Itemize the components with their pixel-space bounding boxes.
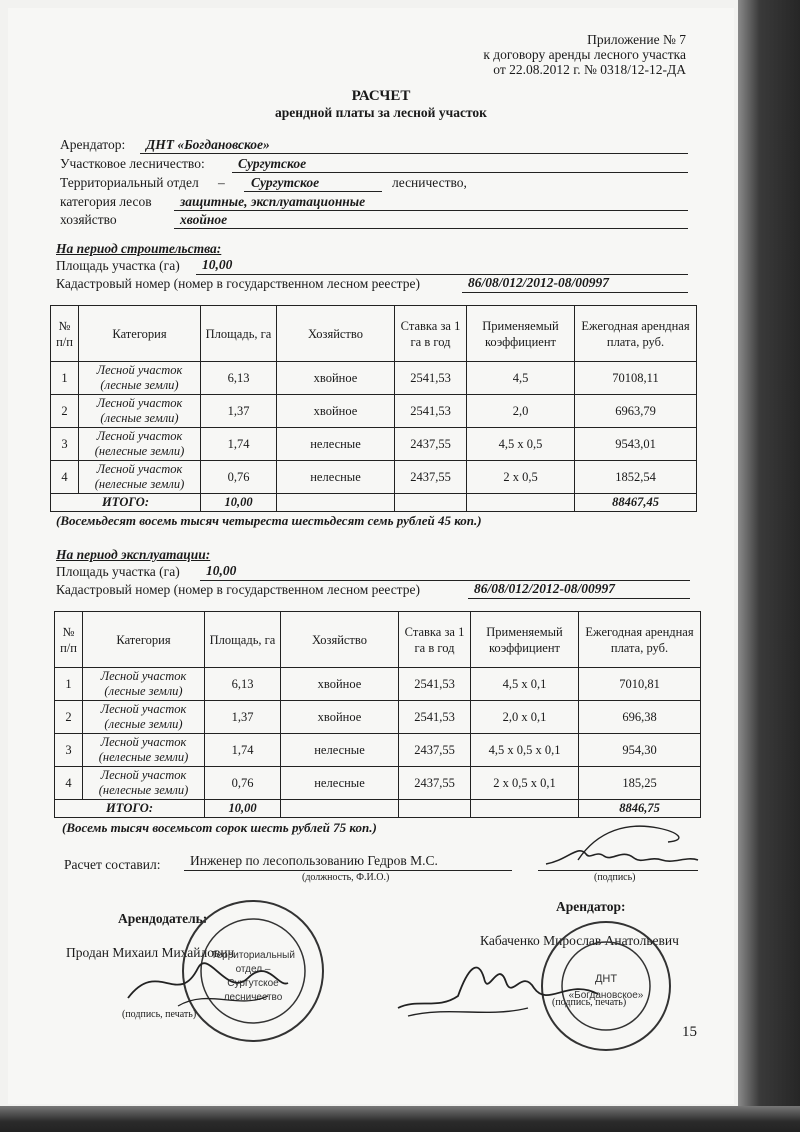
row-economy: хвойное	[277, 362, 395, 395]
row-num: 4	[51, 461, 79, 494]
operation-heading: На период эксплуатации:	[56, 547, 211, 562]
row-category	[79, 362, 201, 395]
document-title: РАСЧЕТ	[351, 88, 411, 104]
operation-cadastral-value: 86/08/012/2012-08/00997	[474, 581, 615, 596]
row-coef: 2 х 0,5	[467, 461, 575, 494]
operation-area-value: 10,00	[206, 563, 237, 578]
district-underline	[232, 172, 688, 173]
row-economy: нелесные	[277, 461, 395, 494]
construction-cadastral-value: 86/08/012/2012-08/00997	[468, 275, 609, 290]
row-payment: 7010,81	[579, 668, 701, 701]
table-header-row	[51, 306, 697, 362]
row-economy: хвойное	[277, 395, 395, 428]
row-category-line-2: (лесные земли)	[104, 684, 183, 698]
district-value: Сургутское	[238, 156, 307, 171]
economy-underline	[174, 228, 688, 229]
appendix-line-2: к договору аренды лесного участка	[483, 47, 686, 62]
construction-area-underline	[196, 274, 688, 275]
row-coef: 2,0 х 0,1	[471, 701, 579, 734]
construction-area-label: Площадь участка (га)	[56, 258, 180, 273]
total-payment: 8846,75	[579, 800, 701, 818]
row-payment: 9543,01	[575, 428, 697, 461]
landlord-label: Арендодатель:	[118, 911, 208, 926]
row-coef: 2 х 0,5 х 0,1	[471, 767, 579, 800]
row-category-line-1: Лесной участок	[96, 462, 183, 476]
row-economy: хвойное	[281, 668, 399, 701]
operation-table	[54, 611, 701, 818]
row-category	[83, 767, 205, 800]
operation-cadastral-underline	[468, 598, 690, 599]
row-coef: 4,5 х 0,1	[471, 668, 579, 701]
compiled-value: Инженер по лесопользованию Гедров М.С.	[190, 853, 438, 868]
tenant-underline	[140, 153, 688, 154]
row-coef: 4,5	[467, 362, 575, 395]
row-category-line-2: (лесные земли)	[100, 411, 179, 425]
tenant-value: ДНТ «Богдановское»	[146, 137, 270, 152]
category-value: защитные, эксплуатационные	[180, 194, 366, 209]
row-num: 1	[51, 362, 79, 395]
row-rate: 2437,55	[395, 461, 467, 494]
landlord-caption: (подпись, печать)	[122, 1009, 197, 1020]
landlord-signature	[118, 938, 298, 1018]
district-label: Участковое лесничество:	[60, 156, 205, 171]
category-label: категория лесов	[60, 194, 152, 209]
row-coef: 2,0	[467, 395, 575, 428]
operation-area-underline	[200, 580, 690, 581]
row-rate: 2541,53	[399, 701, 471, 734]
header-num: № п/п	[51, 306, 79, 362]
landlord-stamp-line-3: Сургутское	[227, 978, 279, 989]
row-rate: 2541,53	[395, 395, 467, 428]
header-payment: Ежегодная арендная плата, руб.	[579, 612, 701, 668]
row-area: 1,74	[205, 734, 281, 767]
row-area: 1,37	[205, 701, 281, 734]
header-economy: Хозяйство	[281, 612, 399, 668]
table-total-row	[51, 494, 697, 512]
row-category-line-1: Лесной участок	[96, 429, 183, 443]
scan-dark-edge	[738, 0, 800, 1132]
header-category: Категория	[79, 306, 201, 362]
dept-label: Территориальный отдел	[60, 175, 199, 190]
table-row	[51, 428, 697, 461]
row-num: 1	[55, 668, 83, 701]
row-area: 1,37	[201, 395, 277, 428]
table-row	[55, 767, 701, 800]
row-payment: 70108,11	[575, 362, 697, 395]
row-rate: 2437,55	[395, 428, 467, 461]
row-economy: нелесные	[277, 428, 395, 461]
total-label: ИТОГО:	[51, 494, 201, 512]
row-category-line-1: Лесной участок	[100, 702, 187, 716]
dept-value: Сургутское	[251, 175, 320, 190]
row-category	[83, 734, 205, 767]
compiled-position-caption: (должность, Ф.И.О.)	[302, 872, 390, 883]
row-category-line-1: Лесной участок	[100, 669, 187, 683]
tenant-stamp-line-1: ДНТ	[594, 973, 618, 985]
table-row	[51, 395, 697, 428]
category-underline	[174, 210, 688, 211]
total-area: 10,00	[205, 800, 281, 818]
economy-label: хозяйство	[60, 212, 117, 227]
dept-suffix: лесничество,	[392, 175, 467, 190]
row-area: 0,76	[205, 767, 281, 800]
row-category-line-2: (лесные земли)	[100, 378, 179, 392]
page-number: 15	[682, 1024, 697, 1040]
table-total-row	[55, 800, 701, 818]
total-payment: 88467,45	[575, 494, 697, 512]
row-coef: 4,5 х 0,5 х 0,1	[471, 734, 579, 767]
row-category-line-2: (нелесные земли)	[98, 750, 189, 764]
row-area: 6,13	[201, 362, 277, 395]
row-category	[83, 701, 205, 734]
table-row	[55, 668, 701, 701]
row-area: 6,13	[205, 668, 281, 701]
construction-cadastral-label: Кадастровый номер (номер в государственном лесном реестре)	[56, 276, 420, 291]
tenant-sign-label: Арендатор:	[556, 899, 626, 914]
row-area: 1,74	[201, 428, 277, 461]
row-num: 3	[55, 734, 83, 767]
landlord-stamp-line-1: Территориальный	[211, 950, 295, 961]
header-category: Категория	[83, 612, 205, 668]
header-area: Площадь, га	[201, 306, 277, 362]
header-economy: Хозяйство	[277, 306, 395, 362]
total-empty	[395, 494, 467, 512]
total-empty	[277, 494, 395, 512]
row-category	[79, 461, 201, 494]
tenant-label: Арендатор:	[60, 137, 126, 152]
row-num: 4	[55, 767, 83, 800]
landlord-stamp-line-4: лесничество	[223, 992, 283, 1003]
appendix-line-1: Приложение № 7	[587, 32, 686, 47]
row-rate: 2541,53	[395, 362, 467, 395]
row-economy: хвойное	[281, 701, 399, 734]
table-row	[51, 362, 697, 395]
compiled-signature-caption: (подпись)	[594, 872, 636, 883]
header-area: Площадь, га	[205, 612, 281, 668]
total-empty	[399, 800, 471, 818]
row-payment: 185,25	[579, 767, 701, 800]
row-economy: нелесные	[281, 734, 399, 767]
dept-underline	[244, 191, 382, 192]
table-header-row	[55, 612, 701, 668]
header-rate: Ставка за 1 га в год	[395, 306, 467, 362]
economy-value: хвойное	[180, 212, 228, 227]
operation-total-words: (Восемь тысяч восемьсот сорок шесть рублей 75 коп.)	[62, 820, 377, 835]
row-category-line-2: (нелесные земли)	[98, 783, 189, 797]
document-subtitle: арендной платы за лесной участок	[275, 105, 487, 120]
row-payment: 954,30	[579, 734, 701, 767]
row-category-line-2: (нелесные земли)	[94, 477, 185, 491]
construction-total-words: (Восемьдесят восемь тысяч четыреста шестьдесят семь рублей 45 коп.)	[56, 513, 482, 528]
tenant-sign-name: Кабаченко Мирослав Анатольевич	[480, 933, 679, 948]
table-row	[55, 701, 701, 734]
total-area: 10,00	[201, 494, 277, 512]
row-category-line-1: Лесной участок	[96, 363, 183, 377]
row-rate: 2437,55	[399, 767, 471, 800]
row-economy: нелесные	[281, 767, 399, 800]
row-rate: 2541,53	[399, 668, 471, 701]
scan-dark-bottom	[0, 1106, 800, 1132]
row-category-line-1: Лесной участок	[96, 396, 183, 410]
row-payment: 696,38	[579, 701, 701, 734]
row-coef: 4,5 х 0,5	[467, 428, 575, 461]
compiled-label: Расчет составил:	[64, 857, 161, 872]
row-rate: 2437,55	[399, 734, 471, 767]
row-num: 2	[55, 701, 83, 734]
row-payment: 6963,79	[575, 395, 697, 428]
operation-area-label: Площадь участка (га)	[56, 564, 180, 579]
row-category-line-2: (нелесные земли)	[94, 444, 185, 458]
tenant-stamp-line-2: «Богдановское»	[568, 990, 644, 1001]
tenant-caption: (подпись, печать)	[552, 997, 627, 1008]
total-empty	[281, 800, 399, 818]
row-category	[83, 668, 205, 701]
header-payment: Ежегодная арендная плата, руб.	[575, 306, 697, 362]
dept-dash: –	[218, 175, 225, 190]
header-coef: Применяемый коэффициент	[467, 306, 575, 362]
row-category	[79, 428, 201, 461]
row-num: 2	[51, 395, 79, 428]
row-category-line-1: Лесной участок	[100, 768, 187, 782]
compiled-underline	[184, 870, 512, 871]
row-category-line-1: Лесной участок	[100, 735, 187, 749]
document-page	[8, 8, 734, 1104]
compiled-signature	[538, 820, 708, 880]
landlord-name: Продан Михаил Михайлович	[66, 945, 235, 960]
appendix-header	[483, 32, 686, 77]
table-row	[55, 734, 701, 767]
appendix-line-3: от 22.08.2012 г. № 0318/12-12-ДА	[493, 62, 686, 77]
construction-table	[50, 305, 697, 512]
header-rate: Ставка за 1 га в год	[399, 612, 471, 668]
construction-area-value: 10,00	[202, 257, 233, 272]
row-num: 3	[51, 428, 79, 461]
total-empty	[471, 800, 579, 818]
operation-cadastral-label: Кадастровый номер (номер в государственном лесном реестре)	[56, 582, 420, 597]
row-category-line-2: (лесные земли)	[104, 717, 183, 731]
tenant-signature	[388, 938, 608, 1028]
total-label: ИТОГО:	[55, 800, 205, 818]
header-coef: Применяемый коэффициент	[471, 612, 579, 668]
construction-heading: На период строительства:	[56, 241, 222, 256]
total-empty	[467, 494, 575, 512]
row-category	[79, 395, 201, 428]
table-row	[51, 461, 697, 494]
landlord-stamp-line-2: отдел –	[235, 964, 271, 975]
construction-cadastral-underline	[462, 292, 688, 293]
header-num: № п/п	[55, 612, 83, 668]
row-area: 0,76	[201, 461, 277, 494]
row-payment: 1852,54	[575, 461, 697, 494]
